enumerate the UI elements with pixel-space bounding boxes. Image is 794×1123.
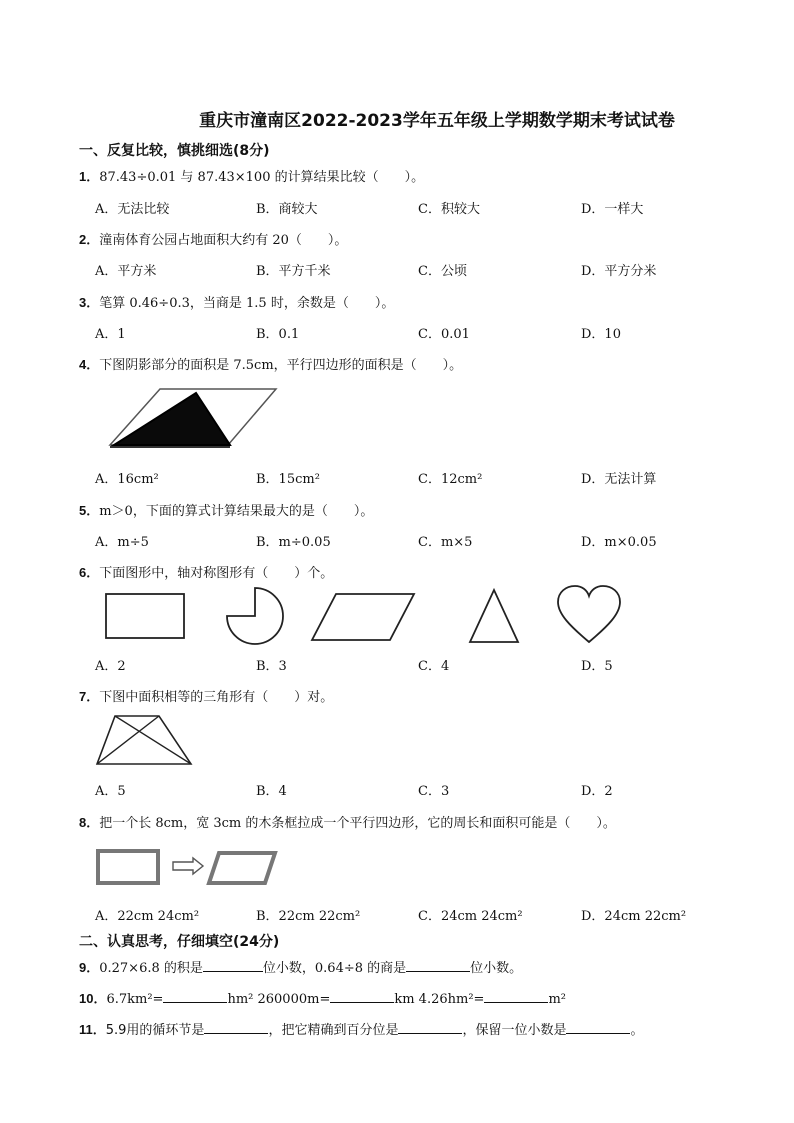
question-text: ，保留一位小数是 [462, 1023, 567, 1038]
option-a: A．平方米 [95, 264, 157, 279]
trapezoid-figure [95, 712, 195, 768]
option-c: C．4 [418, 659, 450, 674]
rectangle-frame [98, 851, 158, 883]
question-5 [79, 500, 373, 519]
option-c: C．0.01 [418, 327, 470, 342]
shapes-figure [100, 586, 630, 648]
option-d: D．平方分米 [581, 264, 657, 279]
trapezoid-outline [97, 716, 191, 764]
question-number: 6． [79, 565, 100, 580]
answer-blank[interactable] [163, 988, 227, 1003]
question-number: 4． [79, 357, 100, 372]
option-c: C．12cm² [418, 472, 483, 487]
question-7 [79, 686, 333, 705]
answer-blank[interactable] [398, 1019, 462, 1034]
question-text: 6.7km²= [106, 992, 164, 1007]
question-text: 。 [630, 1023, 644, 1038]
question-number: 9． [79, 960, 100, 975]
question-3 [79, 292, 394, 311]
option-c: C．m×5 [418, 535, 473, 550]
question-number: 7． [79, 689, 100, 704]
option-b: B．4 [256, 784, 287, 799]
question-number: 11． [79, 1022, 106, 1037]
shaded-triangle [114, 393, 230, 445]
option-a: A．22cm 24cm² [95, 909, 200, 924]
option-d: D．2 [581, 784, 613, 799]
option-b: B．m÷0.05 [256, 535, 331, 550]
question-text: 笔算 0.46÷0.3，当商是 1.5 时，余数是（ ）。 [99, 296, 395, 311]
question-text: 下图阴影部分的面积是 7.5cm，平行四边形的面积是（ ）。 [99, 358, 463, 373]
option-c: C．积较大 [418, 202, 480, 217]
question-text: 把一个长 8cm，宽 3cm 的木条框拉成一个平行四边形，它的周长和面积可能是（ ）。 [99, 816, 616, 831]
option-a: A．无法比较 [95, 202, 170, 217]
question-text: 87.43÷0.01 与 87.43×100 的计算结果比较（ ）。 [99, 170, 425, 185]
parallelogram-figure [100, 383, 285, 453]
option-a: A．5 [95, 784, 126, 799]
fill-question-9 [79, 957, 522, 976]
option-d: D．无法计算 [581, 472, 657, 487]
question-text: 0.27×6.8 的积是 [99, 961, 203, 976]
option-b: B．22cm 22cm² [256, 909, 361, 924]
question-1 [79, 166, 424, 185]
frame-transform-figure [95, 848, 285, 888]
question-4 [79, 354, 462, 373]
question-text: hm² 260000m= [227, 992, 331, 1007]
parallelogram-shape [312, 594, 414, 640]
question-text: 下面图形中，轴对称图形有（ ）个。 [99, 566, 334, 581]
option-d: D．10 [581, 327, 621, 342]
page-title: 重庆市潼南区2022-2023学年五年级上学期数学期末考试试卷 [199, 111, 675, 131]
option-c: C．公顷 [418, 264, 467, 279]
option-a: A．16cm² [95, 472, 159, 487]
question-text: m＞0，下面的算式计算结果最大的是（ ）。 [99, 504, 374, 519]
option-a: A．m÷5 [95, 535, 149, 550]
triangle-shape [470, 590, 518, 642]
option-d: D．24cm 22cm² [581, 909, 687, 924]
question-number: 5． [79, 503, 100, 518]
question-number: 3． [79, 295, 100, 310]
option-b: B．3 [256, 659, 287, 674]
question-text: 位小数，0.64÷8 的商是 [262, 961, 407, 976]
question-number: 10． [79, 991, 107, 1006]
question-number: 2． [79, 232, 100, 247]
answer-blank[interactable] [566, 1019, 630, 1034]
answer-blank[interactable] [484, 988, 548, 1003]
option-c: C．3 [418, 784, 450, 799]
heart-shape [558, 586, 620, 642]
question-number: 1． [79, 169, 100, 184]
diagonal-line [115, 716, 191, 764]
answer-blank[interactable] [406, 957, 470, 972]
question-text: 5.9用的循环节是 [105, 1023, 205, 1038]
question-number: 8． [79, 815, 100, 830]
question-text: m² [548, 992, 566, 1007]
question-8 [79, 812, 616, 831]
arrow-icon [173, 858, 203, 874]
sector-shape [227, 588, 283, 644]
section-heading-2: 二、认真思考，仔细填空(24分) [79, 934, 280, 950]
fill-question-11 [79, 1019, 643, 1038]
question-text: 潼南体育公园占地面积大约有 20（ ）。 [99, 233, 348, 248]
question-text: 下图中面积相等的三角形有（ ）对。 [99, 690, 334, 705]
section-heading-1: 一、反复比较，慎挑细选(8分) [79, 143, 270, 159]
answer-blank[interactable] [203, 957, 263, 972]
question-2 [79, 229, 347, 248]
option-d: D．5 [581, 659, 613, 674]
parallelogram-frame [209, 853, 275, 883]
question-text: 位小数。 [470, 961, 523, 976]
rectangle-shape [106, 594, 184, 638]
answer-blank[interactable] [330, 988, 394, 1003]
option-b: B．平方千米 [256, 264, 331, 279]
question-text: ，把它精确到百分位是 [268, 1023, 399, 1038]
fill-question-10 [79, 988, 566, 1007]
question-text: km 4.26hm²= [394, 992, 485, 1007]
answer-blank[interactable] [204, 1019, 268, 1034]
option-b: B．15cm² [256, 472, 320, 487]
option-b: B．商较大 [256, 202, 318, 217]
option-a: A．2 [95, 659, 126, 674]
option-d: D．m×0.05 [581, 535, 657, 550]
option-a: A．1 [95, 327, 126, 342]
option-b: B．0.1 [256, 327, 300, 342]
option-d: D．一样大 [581, 202, 644, 217]
option-c: C．24cm 24cm² [418, 909, 523, 924]
question-6 [79, 562, 333, 581]
